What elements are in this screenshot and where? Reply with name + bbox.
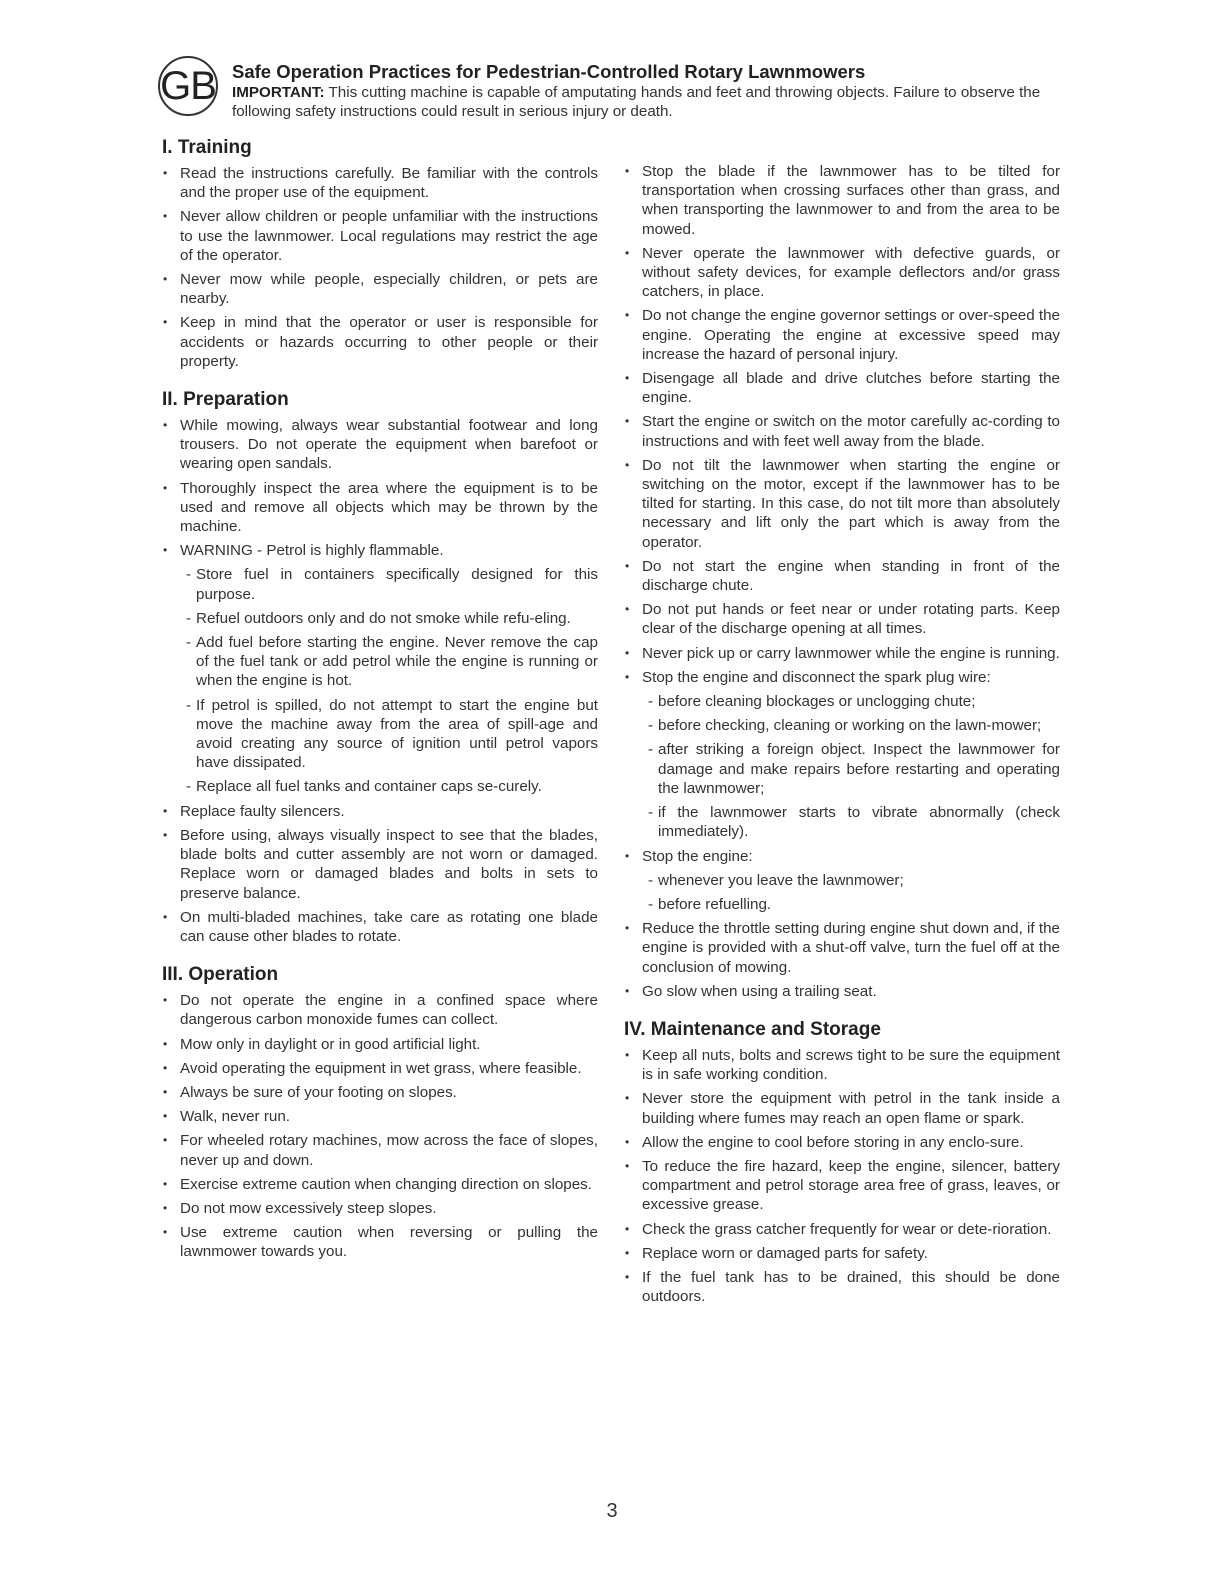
list-item: • Stop the engine: — [624, 847, 1060, 866]
list-item: • Walk, never run. — [162, 1107, 598, 1126]
sub-list-item: - Add fuel before starting the engine. Never remove the cap of the fuel tank or add petrol while the engine is running or when the engine is hot. — [162, 633, 598, 691]
list-item: • Never mow while people, especially children, or pets are nearby. — [162, 270, 598, 308]
list-item: • Avoid operating the equipment in wet grass, where feasible. — [162, 1059, 598, 1078]
list-item: • Before using, always visually inspect to see that the blades, blade bolts and cutter assembly are not worn or damaged. Replace worn or damaged blades and bolts in sets to preserve balance. — [162, 826, 598, 903]
list-item: • Reduce the throttle setting during engine shut down and, if the engine is provided with a shut-off valve, turn the fuel off at the conclusion of mowing. — [624, 919, 1060, 977]
list-item: • To reduce the fire hazard, keep the engine, silencer, battery compartment and petrol storage area free of grass, leaves, or excessive grease. — [624, 1157, 1060, 1215]
sub-list-item: - before cleaning blockages or unclogging chute; — [624, 692, 1060, 711]
section-title-maintenance: IV. Maintenance and Storage — [624, 1018, 881, 1040]
list-item: • Never allow children or people unfamiliar with the instructions to use the lawnmower. Local regulations may restrict the age of the operator. — [162, 207, 598, 265]
list-item: • Do not tilt the lawnmower when starting the engine or switching on the motor, except if the lawnmower has to be tilted for starting. In this case, do not tilt more than absolutely necessary and lift only the part which is away from the operator. — [624, 456, 1060, 552]
list-item: • Exercise extreme caution when changing direction on slopes. — [162, 1175, 598, 1194]
list-item: • Do not put hands or feet near or under rotating parts. Keep clear of the discharge opening at all times. — [624, 600, 1060, 638]
list-item: • Do not mow excessively steep slopes. — [162, 1199, 598, 1218]
list-item: • Thoroughly inspect the area where the equipment is to be used and remove all objects which may be thrown by the machine. — [162, 479, 598, 537]
document-title: Safe Operation Practices for Pedestrian-Controlled Rotary Lawnmowers — [232, 61, 866, 82]
list-item: • Read the instructions carefully. Be familiar with the controls and the proper use of the equipment. — [162, 164, 598, 202]
list-item: • Keep in mind that the operator or user is responsible for accidents or hazards occurring to other people or their property. — [162, 313, 598, 371]
sub-list-item: - after striking a foreign object. Inspect the lawnmower for damage and make repairs before restarting and operating the lawnmower; — [624, 740, 1060, 798]
list-item: • Disengage all blade and drive clutches before starting the engine. — [624, 369, 1060, 407]
right-column — [624, 162, 1060, 1311]
list-item: • Do not operate the engine in a confined space where dangerous carbon monoxide fumes can collect. — [162, 991, 598, 1029]
list-item: • WARNING - Petrol is highly flammable. — [162, 541, 598, 560]
list-item: • Mow only in daylight or in good artificial light. — [162, 1035, 598, 1054]
list-item: • Replace faulty silencers. — [162, 802, 598, 821]
sub-list-item: - If petrol is spilled, do not attempt to start the engine but move the machine away from the area of spill-age and avoid creating any source of ignition until petrol vapors have dissipated. — [162, 696, 598, 773]
list-item: • Keep all nuts, bolts and screws tight to be sure the equipment is in safe working condition. — [624, 1046, 1060, 1084]
sub-list-item: - Replace all fuel tanks and container caps se-curely. — [162, 777, 598, 796]
operation-list-left — [162, 991, 598, 1261]
preparation-list — [162, 416, 598, 946]
list-item: • Never operate the lawnmower with defective guards, or without safety devices, for example deflectors and/or grass catchers, in place. — [624, 244, 1060, 302]
list-item: • Start the engine or switch on the motor carefully ac-cording to instructions and with feet well away from the blade. — [624, 412, 1060, 450]
list-item: • While mowing, always wear substantial footwear and long trousers. Do not operate the equipment when barefoot or wearing open sandals. — [162, 416, 598, 474]
section-title-training: I. Training — [162, 137, 252, 158]
list-item: • Never store the equipment with petrol in the tank inside a building where fumes may reach an open flame or spark. — [624, 1089, 1060, 1127]
list-item: • Never pick up or carry lawnmower while the engine is running. — [624, 644, 1060, 663]
operation-list-right — [624, 162, 1060, 1001]
important-notice — [232, 83, 1092, 121]
list-item: • Go slow when using a trailing seat. — [624, 982, 1060, 1001]
important-text: This cutting machine is capable of amputating hands and feet and throwing objects. Failure to observe the following safety instructions could result in serious injury or death. — [232, 84, 1041, 120]
list-item: • Allow the engine to cool before storing in any enclo-sure. — [624, 1133, 1060, 1152]
list-item: • Always be sure of your footing on slopes. — [162, 1083, 598, 1102]
sub-list-item: - Refuel outdoors only and do not smoke while refu-eling. — [162, 609, 598, 628]
list-item: • Stop the engine and disconnect the spark plug wire: — [624, 668, 1060, 687]
section-title-operation: III. Operation — [162, 964, 279, 986]
sub-list-item: - whenever you leave the lawnmower; — [624, 871, 1060, 890]
page-number: 3 — [606, 1500, 618, 1522]
page-header — [158, 56, 1098, 126]
list-item: • Replace worn or damaged parts for safety. — [624, 1244, 1060, 1263]
maintenance-list — [624, 1046, 1060, 1306]
left-column — [162, 136, 598, 1267]
list-item: • For wheeled rotary machines, mow across the face of slopes, never up and down. — [162, 1131, 598, 1169]
sub-list-item: - before refuelling. — [624, 895, 1060, 914]
sub-list-item: - Store fuel in containers specifically designed for this purpose. — [162, 565, 598, 603]
gb-language-badge: GB — [158, 56, 218, 116]
list-item: • Stop the blade if the lawnmower has to be tilted for transportation when crossing surfaces other than grass, and when transporting the lawnmower to and from the area to be mowed. — [624, 162, 1060, 239]
list-item: • Use extreme caution when reversing or pulling the lawnmower towards you. — [162, 1223, 598, 1261]
list-item: • On multi-bladed machines, take care as rotating one blade can cause other blades to rotate. — [162, 908, 598, 946]
section-title-preparation: II. Preparation — [162, 389, 289, 411]
sub-list-item: - if the lawnmower starts to vibrate abnormally (check immediately). — [624, 803, 1060, 841]
list-item: • Do not change the engine governor settings or over-speed the engine. Operating the engine at excessive speed may increase the hazard of personal injury. — [624, 306, 1060, 364]
list-item: • Do not start the engine when standing in front of the discharge chute. — [624, 557, 1060, 595]
sub-list-item: - before checking, cleaning or working on the lawn-mower; — [624, 716, 1060, 735]
important-label: IMPORTANT: — [232, 84, 325, 101]
list-item: • If the fuel tank has to be drained, this should be done outdoors. — [624, 1268, 1060, 1306]
training-list — [162, 164, 598, 371]
list-item: • Check the grass catcher frequently for wear or dete-rioration. — [624, 1220, 1060, 1239]
